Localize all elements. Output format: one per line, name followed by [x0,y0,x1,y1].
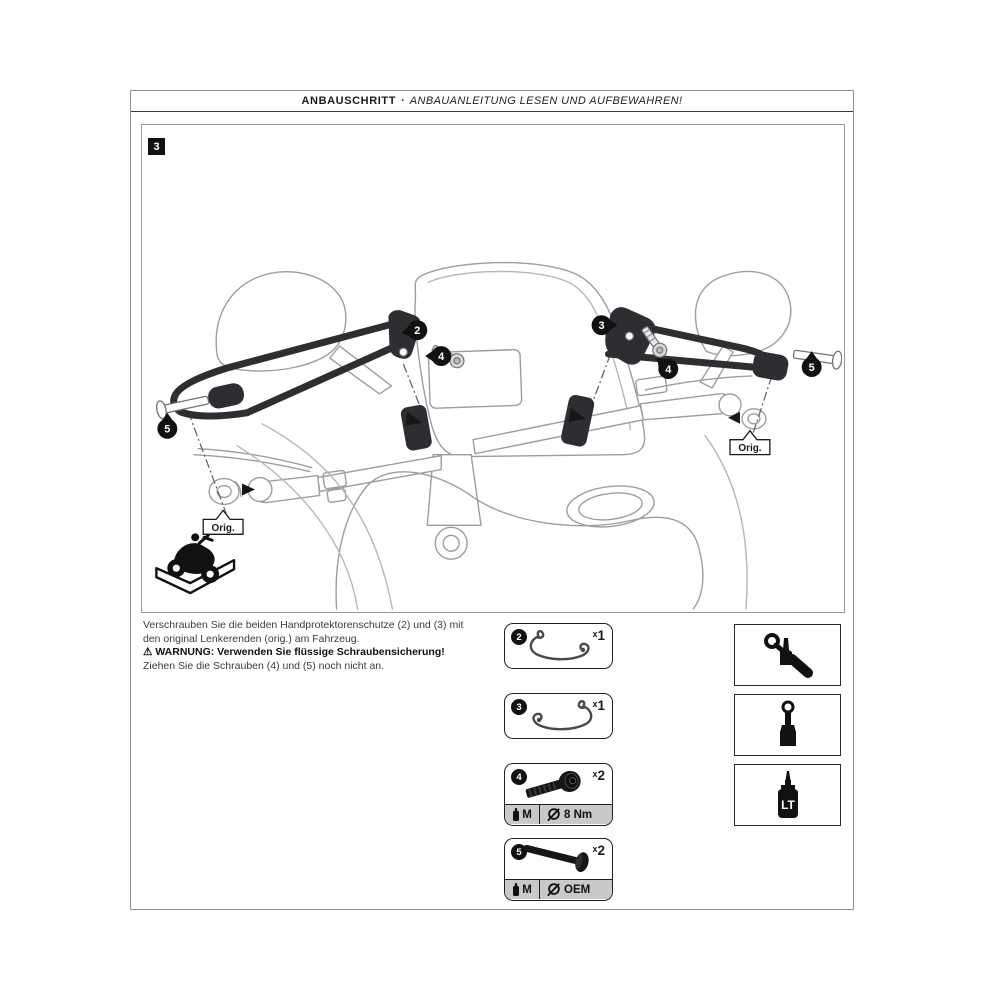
part-5-qty-value: 2 [597,843,605,858]
callout-2-label: 2 [414,324,421,337]
orig-tag-left [203,510,243,534]
part-5-qty-mark: x [592,844,598,854]
torque-icon [546,882,561,897]
part-4-qty-value: 2 [597,768,605,783]
diagram-frame [141,124,845,613]
part-4-torque-cell [540,805,612,824]
header-subtitle: ANBAUANLEITUNG LESEN UND AUFBEWAHREN! [409,95,683,107]
part-3-badge: 3 [511,699,527,715]
warning-text: WARNUNG: Verwenden Sie flüssige Schraubensicherung! [155,646,445,658]
step-number-badge: 3 [148,138,165,155]
flange-screw-icon [517,764,601,804]
sheet-header [131,91,853,112]
part-3-qty-mark: x [592,699,598,709]
instruction-note-text: Ziehen Sie die Schrauben (4) und (5) noch nicht an. [143,659,385,672]
part-4-threadlock-cell [505,805,540,824]
callout-5-left-label: 5 [164,423,171,436]
bottle-label: LT [780,798,795,812]
tool-box-threadlocker [734,764,841,826]
part-5-torque-label: OEM [564,883,591,896]
right-bar-end-weight [742,409,766,429]
instruction-step-text: Verschrauben Sie die beiden Handprotektorenschutze (2) und (3) mit den original Lenkerenden (orig.) am Fahrzeug. [143,619,464,645]
orig-tag-right-label: Orig. [738,443,762,455]
part-box-2 [504,623,613,669]
motorcycle-outline [194,263,791,609]
part-4-qty-mark: x [592,769,598,779]
part-4-badge: 4 [511,769,527,785]
threadlocker-icon [512,883,520,896]
tool-box-torque-wrench [734,694,841,756]
orig-tag-right [730,431,770,455]
part-4-spec-row [505,804,612,824]
warning-line [143,646,483,660]
warning-icon: ⚠ [143,646,153,658]
assembly-diagram [142,125,842,610]
threadlocker-icon [512,808,520,821]
part-5-threadlock-label: M [522,883,532,896]
callout-4-left-label: 4 [438,350,445,363]
part-4-threadlock-label: M [522,808,532,821]
instruction-sheet [130,90,854,910]
part-5-badge: 5 [511,844,527,860]
part-2-image-area [505,624,612,667]
long-bolt-icon [517,839,601,879]
handguard-left-icon [523,628,603,664]
instruction-text-block [143,619,483,673]
part-4-image-area [505,764,612,804]
header-title: ANBAUSCHRITT [301,95,397,107]
part-2-qty-value: 1 [597,628,605,643]
bike-on-stand-icon [156,533,234,593]
part-3-qty-value: 1 [597,698,605,713]
header-separator: · [401,95,405,107]
torque-icon [546,807,561,822]
callout-3-label: 3 [598,319,605,332]
part-2-badge: 2 [511,629,527,645]
orig-tag-left-label: Orig. [211,522,235,534]
part-5-torque-cell [540,880,612,899]
handguard-right-icon [519,698,599,734]
part-3-image-area [505,694,612,737]
torque-wrench-icon [768,700,808,750]
part-5-spec-row [505,879,612,899]
threadlocker-bottle-icon [766,770,810,820]
part-4-torque-label: 8 Nm [564,808,593,821]
callout-4-right-label: 4 [665,363,672,376]
part-box-3 [504,693,613,739]
part-5-threadlock-cell [505,880,540,899]
part-box-4 [504,763,613,826]
part-box-5 [504,838,613,901]
part-5-image-area [505,839,612,879]
screwdriver-bit-icon [759,632,817,678]
callout-5-right-label: 5 [808,361,815,374]
tool-box-screwdriver [734,624,841,686]
part-2-qty-mark: x [592,629,598,639]
